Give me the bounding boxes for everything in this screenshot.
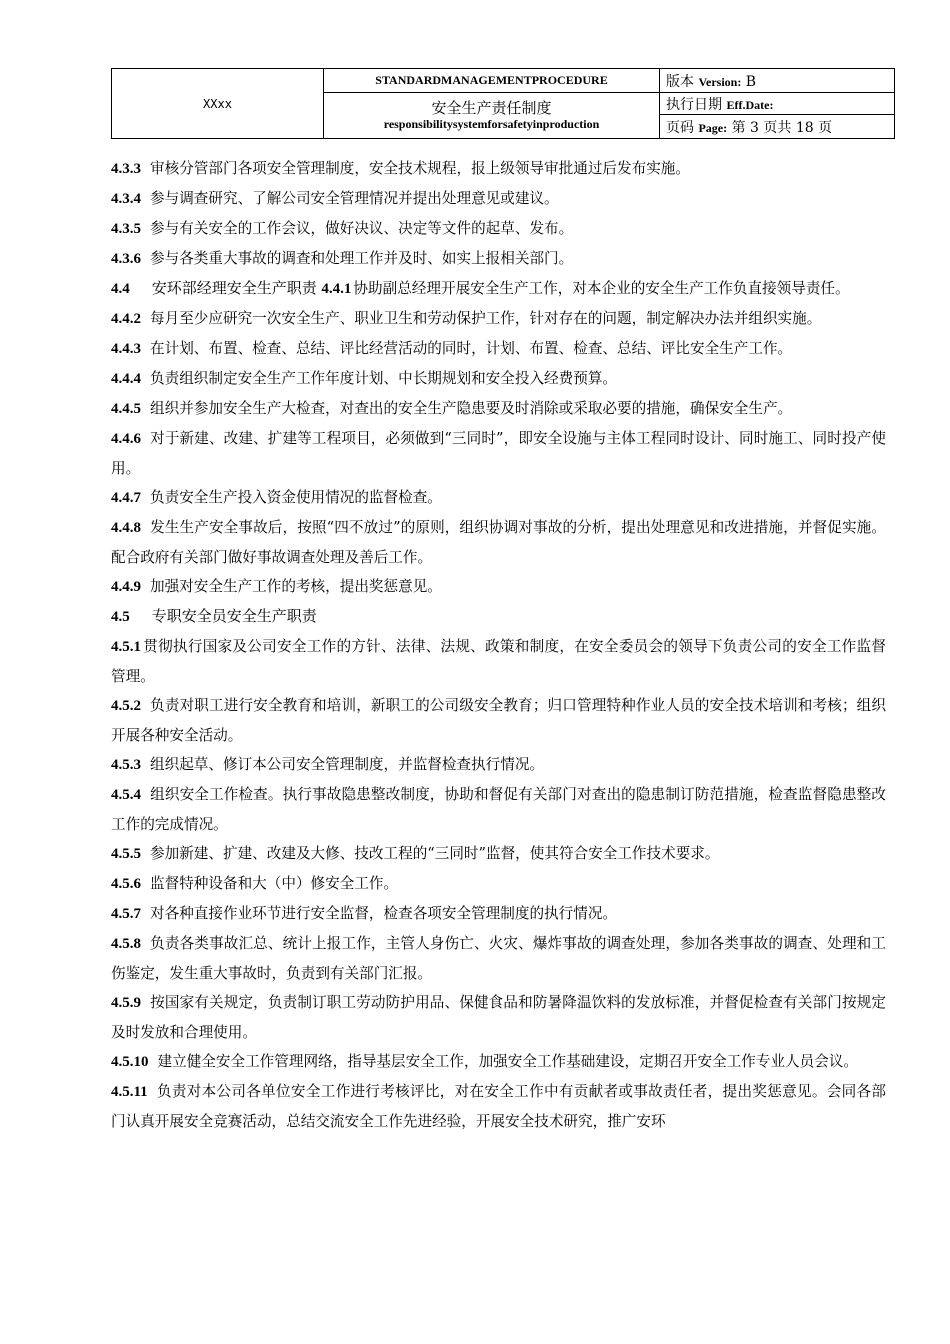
version-label-zh: 版本 <box>666 73 694 90</box>
clause-4-4-3 <box>111 334 886 364</box>
section-4-5 <box>111 602 886 632</box>
clause-text: 参与有关安全的工作会议，做好决议、决定等文件的起草、发布。 <box>150 220 574 237</box>
clause-number: 4.5.3 <box>111 757 141 773</box>
clause-number: 4.3.4 <box>111 191 141 207</box>
clause-number: 4.5.1 <box>111 639 141 655</box>
clause-4-4-5 <box>111 394 886 424</box>
clause-number: 4.5.8 <box>111 936 141 952</box>
version-cell <box>660 69 895 93</box>
clause-4-5-5 <box>111 839 886 869</box>
clause-number: 4.5.6 <box>111 876 141 892</box>
clause-4-5-3 <box>111 750 886 780</box>
clause-4-4-2 <box>111 304 886 334</box>
page-label-zh: 页码 <box>666 119 694 136</box>
clause-text: 贯彻执行国家及公司安全工作的方针、法律、法规、政策和制度，在安全委员会的领导下负责公司的安全工作监督管理。 <box>111 638 886 685</box>
clause-text: 加强对安全生产工作的考核，提出奖惩意见。 <box>150 578 442 595</box>
clause-number: 4.3.6 <box>111 251 141 267</box>
date-label-en: Eff.Date: <box>726 97 774 112</box>
clause-number: 4.4.5 <box>111 401 141 417</box>
clause-text: 负责对职工进行安全教育和培训，新职工的公司级安全教育；归口管理特种作业人员的安全技术培训和考核；组织开展各种安全活动。 <box>111 697 886 744</box>
clause-4-5-4 <box>111 780 886 839</box>
document-header-table <box>111 68 895 139</box>
clause-text: 建立健全安全工作管理网络，指导基层安全工作，加强安全工作基础建设，定期召开安全工作专业人员会议。 <box>157 1053 859 1070</box>
clause-text: 监督特种设备和大（中）修安全工作。 <box>150 875 399 892</box>
clause-4-4-4 <box>111 364 886 394</box>
company-name: XXxx <box>112 69 324 139</box>
page-label-en: Page: <box>698 120 728 135</box>
standard-procedure-label: STANDARDMANAGEMENTPROCEDURE <box>324 69 660 93</box>
section-title: 安环部经理安全生产职责 <box>151 279 317 297</box>
clause-text: 参加新建、扩建、改建及大修、技改工程的“三同时”监督，使其符合安全工作技术要求。 <box>150 845 720 862</box>
clause-4-5-8 <box>111 929 886 988</box>
clause-4-4-6 <box>111 424 886 483</box>
clause-number: 4.5.2 <box>111 698 141 714</box>
clause-number: 4.4.4 <box>111 371 141 387</box>
date-label-zh: 执行日期 <box>666 96 722 113</box>
clause-text: 负责安全生产投入资金使用情况的监督检查。 <box>150 489 442 506</box>
clause-text: 负责对本公司各单位安全工作进行考核评比，对在安全工作中有贡献者或事故责任者，提出奖惩意见。会同各部门认真开展安全竞赛活动，总结交流安全工作先进经验，开展安全技术研究，推广安环 <box>111 1083 886 1130</box>
clause-number: 4.4.8 <box>111 520 141 536</box>
clause-4-5-11 <box>111 1077 886 1136</box>
clause-4-4-9 <box>111 572 886 602</box>
version-value: B <box>745 73 757 90</box>
version-label-en: Version: <box>698 74 742 89</box>
clause-text: 组织起草、修订本公司安全管理制度，并监督检查执行情况。 <box>150 756 545 773</box>
effective-date-cell <box>660 93 895 115</box>
document-title <box>324 93 660 139</box>
clause-text: 按国家有关规定，负责制订职工劳动防护用品、保健食品和防暑降温饮料的发放标准，并督促检查有关部门按规定及时发放和合理使用。 <box>111 994 886 1041</box>
clause-number: 4.5.10 <box>111 1054 149 1070</box>
section-number: 4.5 <box>111 609 130 625</box>
clause-4-4-7 <box>111 483 886 513</box>
section-title: 专职安全员安全生产职责 <box>151 607 317 625</box>
clause-number: 4.4.1 <box>321 281 352 297</box>
clause-4-5-1 <box>111 632 886 691</box>
clause-number: 4.4.7 <box>111 490 141 506</box>
clause-number: 4.5.11 <box>111 1084 148 1100</box>
clause-number: 4.3.3 <box>111 161 141 177</box>
clause-4-5-6 <box>111 869 886 899</box>
clause-number: 4.4.6 <box>111 431 141 447</box>
section-4-4 <box>111 274 886 304</box>
clause-4-4-8 <box>111 513 886 572</box>
clause-text: 组织并参加安全生产大检查，对查出的安全生产隐患要及时消除或采取必要的措施，确保安全生产。 <box>150 400 793 417</box>
document-title-zh: 安全生产责任制度 <box>431 98 552 117</box>
clause-text: 负责各类事故汇总、统计上报工作，主管人身伤亡、火灾、爆炸事故的调查处理，参加各类事故的调查、处理和工伤鉴定，发生重大事故时，负责到有关部门汇报。 <box>111 935 886 982</box>
clause-4-5-2 <box>111 691 886 750</box>
clause-4-3-5 <box>111 214 886 244</box>
clause-text: 参与各类重大事故的调查和处理工作并及时、如实上报相关部门。 <box>150 250 574 267</box>
document-body <box>111 154 886 1136</box>
clause-text: 协助副总经理开展安全生产工作，对本企业的安全生产工作负直接领导责任。 <box>353 280 850 297</box>
page-number-value: 第 3 页共 18 页 <box>731 119 833 136</box>
clause-number: 4.4.3 <box>111 341 141 357</box>
clause-number: 4.3.5 <box>111 221 141 237</box>
clause-text: 审核分管部门各项安全管理制度，安全技术规程，报上级领导审批通过后发布实施。 <box>150 160 690 177</box>
clause-number: 4.4.2 <box>111 311 141 327</box>
clause-text: 对于新建、改建、扩建等工程项目，必须做到“三同时”，即安全设施与主体工程同时设计、同时施工、同时投产使用。 <box>111 430 886 477</box>
clause-number: 4.5.7 <box>111 906 141 922</box>
clause-4-3-4 <box>111 184 886 214</box>
clause-number: 4.5.5 <box>111 846 141 862</box>
clause-text: 每月至少应研究一次安全生产、职业卫生和劳动保护工作，针对存在的问题，制定解决办法并组织实施。 <box>150 310 822 327</box>
clause-number: 4.5.4 <box>111 787 141 803</box>
clause-text: 组织安全工作检查。执行事故隐患整改制度，协助和督促有关部门对查出的隐患制订防范措施，检查监督隐患整改工作的完成情况。 <box>111 786 886 833</box>
clause-text: 负责组织制定安全生产工作年度计划、中长期规划和安全投入经费预算。 <box>150 370 618 387</box>
section-number: 4.4 <box>111 281 130 297</box>
clause-4-5-7 <box>111 899 886 929</box>
document-title-en: responsibilitysystemforsafetyinproduction <box>383 117 600 132</box>
clause-text: 在计划、布置、检查、总结、评比经营活动的同时，计划、布置、检查、总结、评比安全生产工作。 <box>150 340 793 357</box>
clause-text: 参与调查研究、了解公司安全管理情况并提出处理意见或建议。 <box>150 190 559 207</box>
clause-text: 发生生产安全事故后，按照“四不放过”的原则，组织协调对事故的分析，提出处理意见和改进措施，并督促实施。配合政府有关部门做好事故调查处理及善后工作。 <box>111 519 886 566</box>
page-number-cell <box>660 115 895 139</box>
clause-number: 4.5.9 <box>111 995 141 1011</box>
clause-4-5-10 <box>111 1047 886 1077</box>
clause-4-3-6 <box>111 244 886 274</box>
clause-number: 4.4.9 <box>111 579 141 595</box>
clause-4-5-9 <box>111 988 886 1047</box>
clause-4-3-3 <box>111 154 886 184</box>
clause-text: 对各种直接作业环节进行安全监督，检查各项安全管理制度的执行情况。 <box>150 905 618 922</box>
